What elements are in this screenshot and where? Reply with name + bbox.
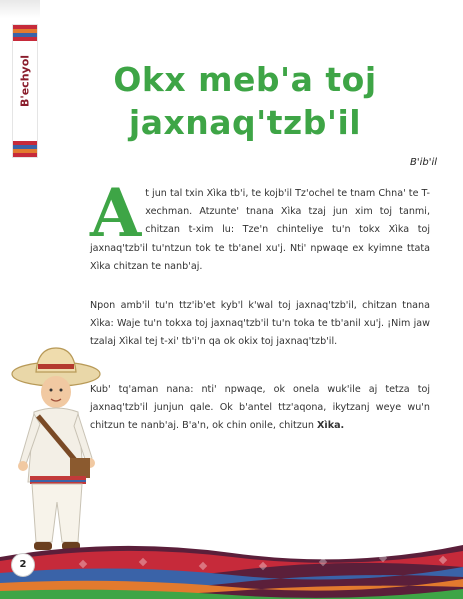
paragraph-3 bbox=[90, 381, 430, 436]
page-title bbox=[60, 58, 430, 144]
paragraph-3-text: Kub' tq'aman nana: nti' npwaqe, ok onela wuk'ile aj tetza toj jaxnaq'tzb'il junjun qale. Ok b'antel ttz'aqona, ikytzanj weye wu'n chitzun te nanb'aj. B'a'n, ok chin onile, chitzun bbox=[90, 384, 430, 432]
paragraph-3-name: Xìka. bbox=[317, 420, 345, 432]
page-title-line-1: Okx meb'a toj bbox=[113, 60, 377, 99]
drop-cap: A bbox=[90, 174, 142, 252]
page-number: 2 bbox=[11, 553, 35, 577]
page-title-line-2: jaxnaq'tzb'il bbox=[128, 103, 362, 142]
section-tab-label: B'echyol bbox=[18, 54, 32, 108]
woven-textile-band bbox=[0, 527, 463, 599]
paragraph-1 bbox=[90, 174, 430, 276]
paragraph-1-text: t jun tal txin Xìka tb'i, te kojb'il Tz'ochel te tnam Chna' te T-xechman. Atzunte' tnana Xìka tzaj jun xim toj tanmi, chitzan t-xim lu: Tze'n chinteliye tu'n tokx Xìka toj jaxnaq'tzb'il tu'ntzun tok te tb'anel xu'j. Nti' npwaqe ex kyimne ttata Xìka chitzan te nanb'aj. bbox=[90, 188, 430, 272]
paragraph-2: Npon amb'il tu'n ttz'ib'et kyb'l k'wal toj jaxnaq'tzb'il, chitzan tnana Xìka: Waje tu'n tokxa toj jaxnaq'tzb'il tu'n toka te tb'anil xu'j. ¡Nim jaw tzalaj Xìkal tej t-xi' tb'i'n qa ok okix toj jaxnaq'tzb'il. bbox=[90, 300, 430, 348]
author-label: B'ib'il bbox=[409, 157, 437, 168]
corner-shadow bbox=[0, 0, 40, 18]
section-tab bbox=[12, 24, 38, 158]
